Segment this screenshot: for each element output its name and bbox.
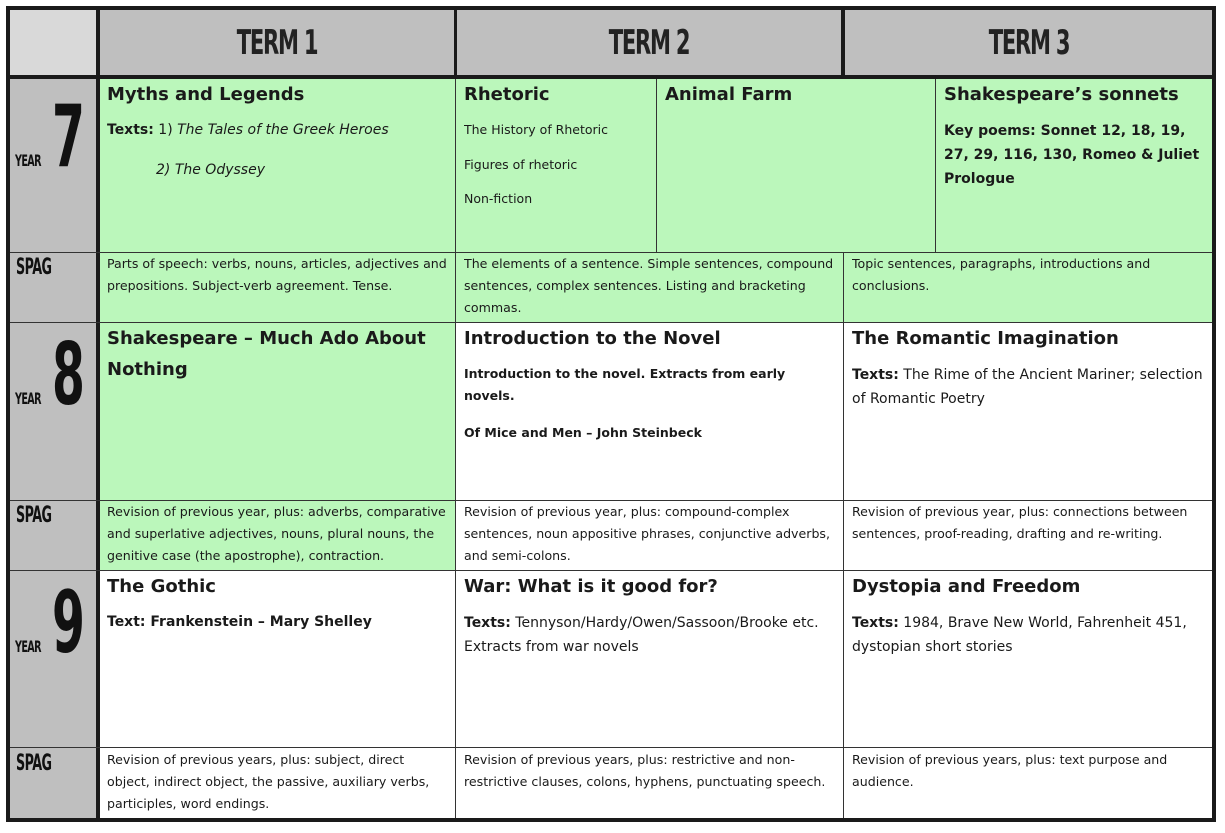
term1-header	[100, 10, 454, 76]
year8-number: 8	[52, 325, 86, 425]
row-line-5	[10, 747, 1212, 748]
y9-t3-texts-value: 1984, Brave New World, Fahrenheit 451, dystopian short stories	[852, 615, 1187, 655]
y9-t2-texts-label: Texts:	[464, 615, 511, 631]
y9-term2-title: War: What is it good for?	[464, 576, 718, 597]
year7-word: YEAR	[15, 151, 41, 170]
y9-t2-texts-value: Tennyson/Hardy/Owen/Sassoon/Brooke etc. Extracts from war novels	[464, 615, 819, 655]
spag7-term3: Topic sentences, paragraphs, introductions and conclusions.	[852, 256, 1151, 293]
side-column	[10, 79, 96, 818]
spag8-term3: Revision of previous year, plus: connections between sentences, proof-reading, drafting and re-writing.	[852, 504, 1188, 541]
y7-sonnets-content	[944, 79, 1206, 249]
year7-number: 7	[52, 87, 86, 187]
header-divider-3	[841, 10, 845, 76]
spag8-term1: Revision of previous year, plus: adverbs, comparative and superlative adjectives, nouns, plural nouns, the genitive case (the apostrophe), contraction.	[107, 504, 446, 563]
y7-rhetoric-content	[464, 79, 654, 249]
spag7-term2: The elements of a sentence. Simple sentences, compound sentences, complex sentences. Listing and bracketing commas.	[464, 256, 834, 315]
y8-term2-title: Introduction to the Novel	[464, 328, 721, 349]
y8-texts-value: The Rime of the Ancient Mariner; selection of Romantic Poetry	[852, 367, 1203, 407]
col-line-2	[843, 252, 844, 818]
spag9-label	[16, 751, 86, 781]
y7-rhetoric-item-3: Non-fiction	[464, 191, 533, 206]
spag7-term1: Parts of speech: verbs, nouns, articles, adjectives and prepositions. Subject-verb agreement. Tense.	[107, 256, 447, 293]
spag8-label	[16, 503, 86, 533]
y8-texts-label: Texts:	[852, 367, 899, 383]
y7-sonnets-title: Shakespeare’s sonnets	[944, 84, 1179, 105]
y8-term2-content	[464, 323, 840, 493]
y8-term1-title: Shakespeare – Much Ado About Nothing	[107, 328, 426, 380]
y7-rhetoric-item-1: The History of Rhetoric	[464, 122, 609, 137]
y7-sonnets-keypoems: Key poems: Sonnet 12, 18, 19, 27, 29, 116, 130, Romeo & Juliet Prologue	[944, 123, 1200, 187]
y9-term1-content	[107, 571, 447, 741]
spag9-term3: Revision of previous years, plus: text purpose and audience.	[852, 752, 1168, 789]
term3-header	[845, 10, 1212, 76]
y7-text2: 2) The Odyssey	[156, 162, 265, 178]
y7-text1: The Tales of the Greek Heroes	[177, 122, 389, 138]
y8-term2-line2: Of Mice and Men – John Steinbeck	[464, 425, 702, 440]
y9-t3-texts-label: Texts:	[852, 615, 899, 631]
y7-animalfarm-title: Animal Farm	[665, 84, 793, 105]
year7-label	[15, 87, 112, 187]
year8-label	[15, 325, 112, 425]
spag8-term2: Revision of previous year, plus: compound-complex sentences, noun appositive phrases, conjunctive adverbs, and semi-colons.	[464, 504, 830, 563]
y7-rhetoric-item-2: Figures of rhetoric	[464, 157, 578, 172]
spag7-label-text: SPAG	[16, 255, 52, 280]
y9-term3-title: Dystopia and Freedom	[852, 576, 1081, 597]
spag9-term2: Revision of previous years, plus: restrictive and non-restrictive clauses, colons, hyphens, punctuating speech.	[464, 752, 826, 789]
y9-term2-texts	[464, 611, 840, 659]
y8-term2-line1: Introduction to the novel. Extracts from early novels.	[464, 366, 786, 403]
spag9-term1: Revision of previous years, plus: subject, direct object, indirect object, the passive, auxiliary verbs, participles, word endings.	[107, 752, 430, 811]
corner-cell	[10, 10, 96, 76]
year8-word: YEAR	[15, 389, 41, 408]
y9-term1-text: Text: Frankenstein – Mary Shelley	[107, 614, 372, 630]
term2-header-label: TERM 2	[608, 23, 690, 63]
y9-term2-content	[464, 571, 840, 741]
term2-header	[457, 10, 841, 76]
y9-term3-texts	[852, 611, 1206, 659]
spag8-label-text: SPAG	[16, 503, 52, 528]
y7-text1-num: 1)	[158, 122, 173, 138]
y9-term3-content	[852, 571, 1206, 741]
y7-texts-label: Texts:	[107, 122, 154, 138]
y8-term1-content	[107, 323, 447, 493]
y7-term1-texts	[107, 119, 447, 141]
spag9-label-text: SPAG	[16, 751, 52, 776]
y8-term3-texts	[852, 363, 1206, 411]
spag7-label	[16, 255, 86, 285]
y7-term1-title: Myths and Legends	[107, 84, 305, 105]
header-divider-2	[454, 10, 457, 76]
col-line-rhetoric	[656, 79, 657, 252]
y9-term1-title: The Gothic	[107, 576, 216, 597]
year9-number: 9	[52, 573, 86, 673]
y8-term3-title: The Romantic Imagination	[852, 328, 1119, 349]
y7-rhetoric-title: Rhetoric	[464, 84, 550, 105]
y7-term1-content	[107, 79, 447, 249]
y8-term3-content	[852, 323, 1206, 493]
term3-header-label: TERM 3	[988, 23, 1069, 63]
y7-animalfarm-content	[665, 79, 930, 119]
col-line-animal	[935, 79, 936, 252]
term1-header-label: TERM 1	[236, 23, 318, 63]
year9-word: YEAR	[15, 637, 41, 656]
col-line-1	[455, 79, 456, 818]
year9-label	[15, 573, 112, 673]
